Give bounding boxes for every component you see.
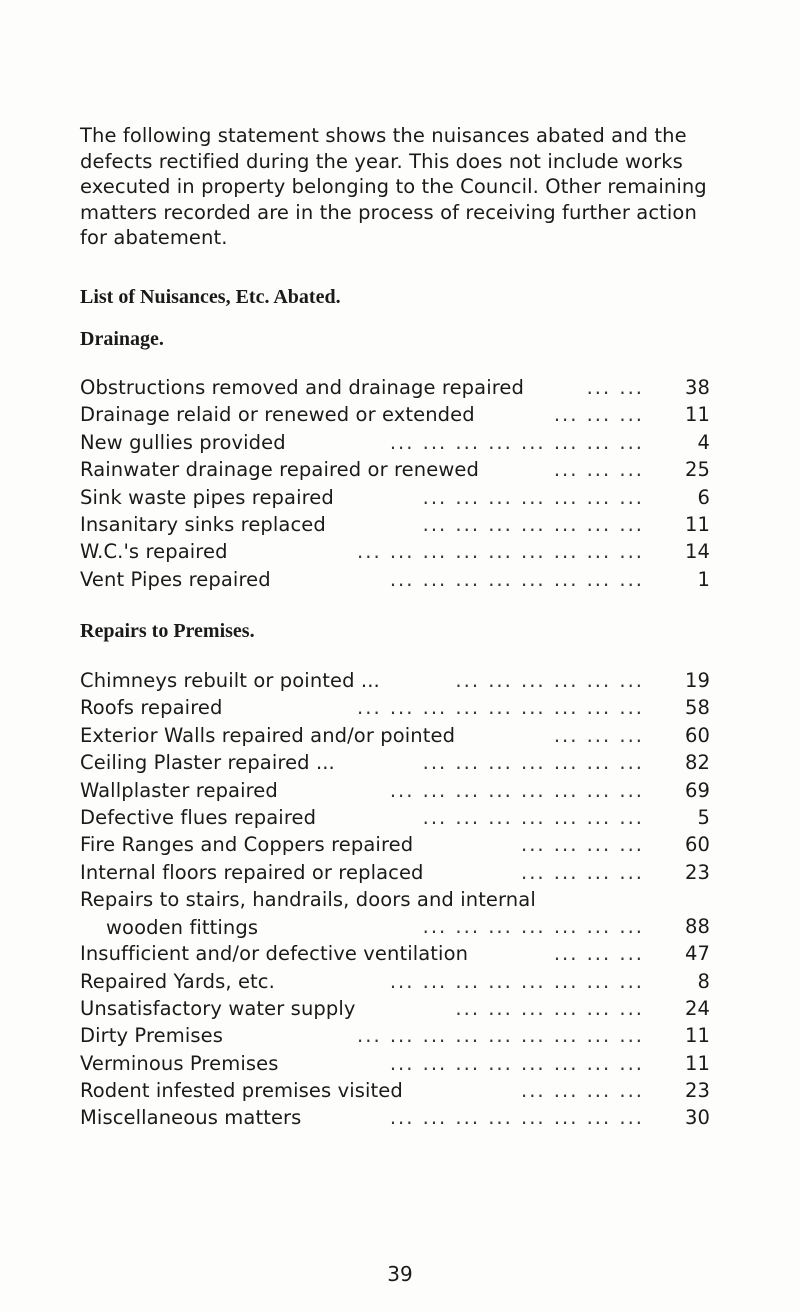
dot-leader: ... ... ... ... ... ... ... ... ...	[357, 696, 644, 720]
item-count: 38	[684, 375, 710, 399]
dot-leader: ... ...	[586, 375, 644, 399]
list-item	[80, 940, 710, 967]
item-count: 30	[684, 1106, 710, 1130]
list-heading: List of Nuisances, Etc. Abated.	[80, 286, 341, 308]
dot-leader: ... ... ... ... ... ... ... ...	[389, 430, 644, 454]
dot-leader: ... ... ... ... ... ... ...	[422, 805, 644, 829]
item-count: 88	[684, 914, 710, 938]
item-label: Verminous Premises	[80, 1051, 279, 1075]
dot-leader: ... ... ... ... ... ... ... ...	[389, 567, 644, 591]
dot-leader: ... ... ... ... ... ... ...	[422, 914, 644, 938]
item-label: Wallplaster repaired	[80, 778, 278, 802]
intro-paragraph: The following statement shows the nuisances abated and the defects rectified during the year. This does not include works executed in property belonging to the Council. Other remaining matters recorded are in the process of receiving further action for abatement.	[80, 124, 707, 249]
item-label: Insanitary sinks replaced	[80, 512, 326, 536]
item-count: 11	[684, 512, 710, 536]
list-item	[80, 484, 710, 511]
list-item	[80, 538, 710, 565]
item-label: Obstructions removed and drainage repaired	[80, 376, 524, 399]
list-item	[80, 995, 710, 1022]
item-label: Drainage relaid or renewed or extended	[80, 403, 475, 427]
list-item	[80, 1104, 710, 1131]
item-label-line-2: wooden fittings	[106, 915, 259, 939]
item-count: 1	[697, 567, 710, 591]
dot-leader: ... ... ... ... ... ... ... ...	[389, 1106, 644, 1130]
dot-leader: ... ... ... ... ... ... ...	[422, 751, 644, 775]
item-count: 23	[684, 860, 710, 884]
item-label: Fire Ranges and Coppers repaired	[80, 833, 414, 857]
list-item	[80, 859, 710, 886]
item-count: 6	[697, 485, 710, 509]
item-count: 19	[684, 668, 710, 692]
dot-leader: ... ... ... ... ... ... ... ...	[389, 969, 644, 993]
item-label: Insufficient and/or defective ventilation	[80, 942, 469, 966]
dot-leader: ... ... ... ...	[521, 860, 644, 884]
item-label: Roofs repaired	[80, 696, 223, 720]
dot-leader: ... ... ... ... ... ... ... ... ...	[357, 1024, 644, 1048]
dot-leader: ... ... ... ... ... ... ...	[422, 512, 644, 536]
item-label: Sink waste pipes repaired	[80, 485, 334, 509]
page-number: 39	[387, 1262, 413, 1286]
list-item	[80, 886, 710, 940]
list-item	[80, 511, 710, 538]
item-label: Rainwater drainage repaired or renewed	[80, 458, 479, 482]
item-label: Exterior Walls repaired and/or pointed	[80, 723, 456, 747]
list-item	[80, 804, 710, 831]
list-item	[80, 667, 710, 694]
dot-leader: ... ... ... ... ... ...	[455, 996, 644, 1020]
item-label: Dirty Premises	[80, 1024, 223, 1048]
list-item	[80, 374, 710, 401]
dot-leader: ... ... ... ...	[521, 833, 644, 857]
list-item	[80, 1050, 710, 1077]
item-count: 82	[684, 751, 710, 775]
item-label: Rodent infested premises visited	[80, 1079, 403, 1103]
item-count: 60	[684, 833, 710, 857]
item-count: 14	[684, 540, 710, 564]
list-item	[80, 566, 710, 593]
dot-leader: ... ... ... ... ... ... ... ...	[389, 1051, 644, 1075]
item-label-line-1: Repairs to stairs, handrails, doors and internal	[80, 888, 536, 912]
repairs-list	[80, 667, 710, 1132]
item-label: W.C.'s repaired	[80, 540, 228, 564]
item-count: 69	[684, 778, 710, 802]
list-item	[80, 777, 710, 804]
drainage-list	[80, 374, 710, 593]
item-count: 4	[697, 430, 710, 454]
item-count: 25	[684, 458, 710, 482]
item-count: 23	[684, 1079, 710, 1103]
list-item	[80, 401, 710, 428]
list-item	[80, 1022, 710, 1049]
item-label: Vent Pipes repaired	[80, 567, 271, 591]
item-label: Chimneys rebuilt or pointed ...	[80, 669, 380, 692]
dot-leader: ... ... ...	[553, 458, 644, 482]
item-label: New gullies provided	[80, 430, 286, 454]
item-label: Internal floors repaired or replaced	[80, 860, 424, 884]
item-count: 60	[684, 723, 710, 747]
item-count: 24	[684, 996, 710, 1020]
list-item	[80, 749, 710, 776]
list-item	[80, 1077, 710, 1104]
item-count: 5	[697, 805, 710, 829]
dot-leader: ... ... ...	[553, 723, 644, 747]
item-count: 8	[697, 969, 710, 993]
repairs-heading: Repairs to Premises.	[80, 620, 255, 642]
dot-leader: ... ... ... ...	[521, 1079, 644, 1103]
list-item	[80, 429, 710, 456]
item-count: 11	[684, 1024, 710, 1048]
dot-leader: ... ... ... ... ... ...	[455, 668, 644, 692]
dot-leader: ... ... ... ... ... ... ... ...	[389, 778, 644, 802]
item-label: Unsatisfactory water supply	[80, 996, 356, 1020]
item-label: Miscellaneous matters	[80, 1106, 302, 1130]
item-count: 47	[684, 942, 710, 966]
dot-leader: ... ... ... ... ... ... ... ... ...	[357, 540, 644, 564]
item-count: 11	[684, 1051, 710, 1075]
dot-leader: ... ... ...	[553, 942, 644, 966]
list-item	[80, 968, 710, 995]
item-label: Ceiling Plaster repaired ...	[80, 751, 335, 775]
item-count: 58	[684, 696, 710, 720]
list-item	[80, 831, 710, 858]
item-label: Defective flues repaired	[80, 805, 317, 829]
item-count: 11	[684, 403, 710, 427]
item-label: Repaired Yards, etc.	[80, 969, 275, 993]
dot-leader: ... ... ...	[553, 403, 644, 427]
dot-leader: ... ... ... ... ... ... ...	[422, 485, 644, 509]
list-item	[80, 694, 710, 721]
drainage-heading: Drainage.	[80, 328, 164, 350]
list-item	[80, 456, 710, 483]
list-item	[80, 722, 710, 749]
